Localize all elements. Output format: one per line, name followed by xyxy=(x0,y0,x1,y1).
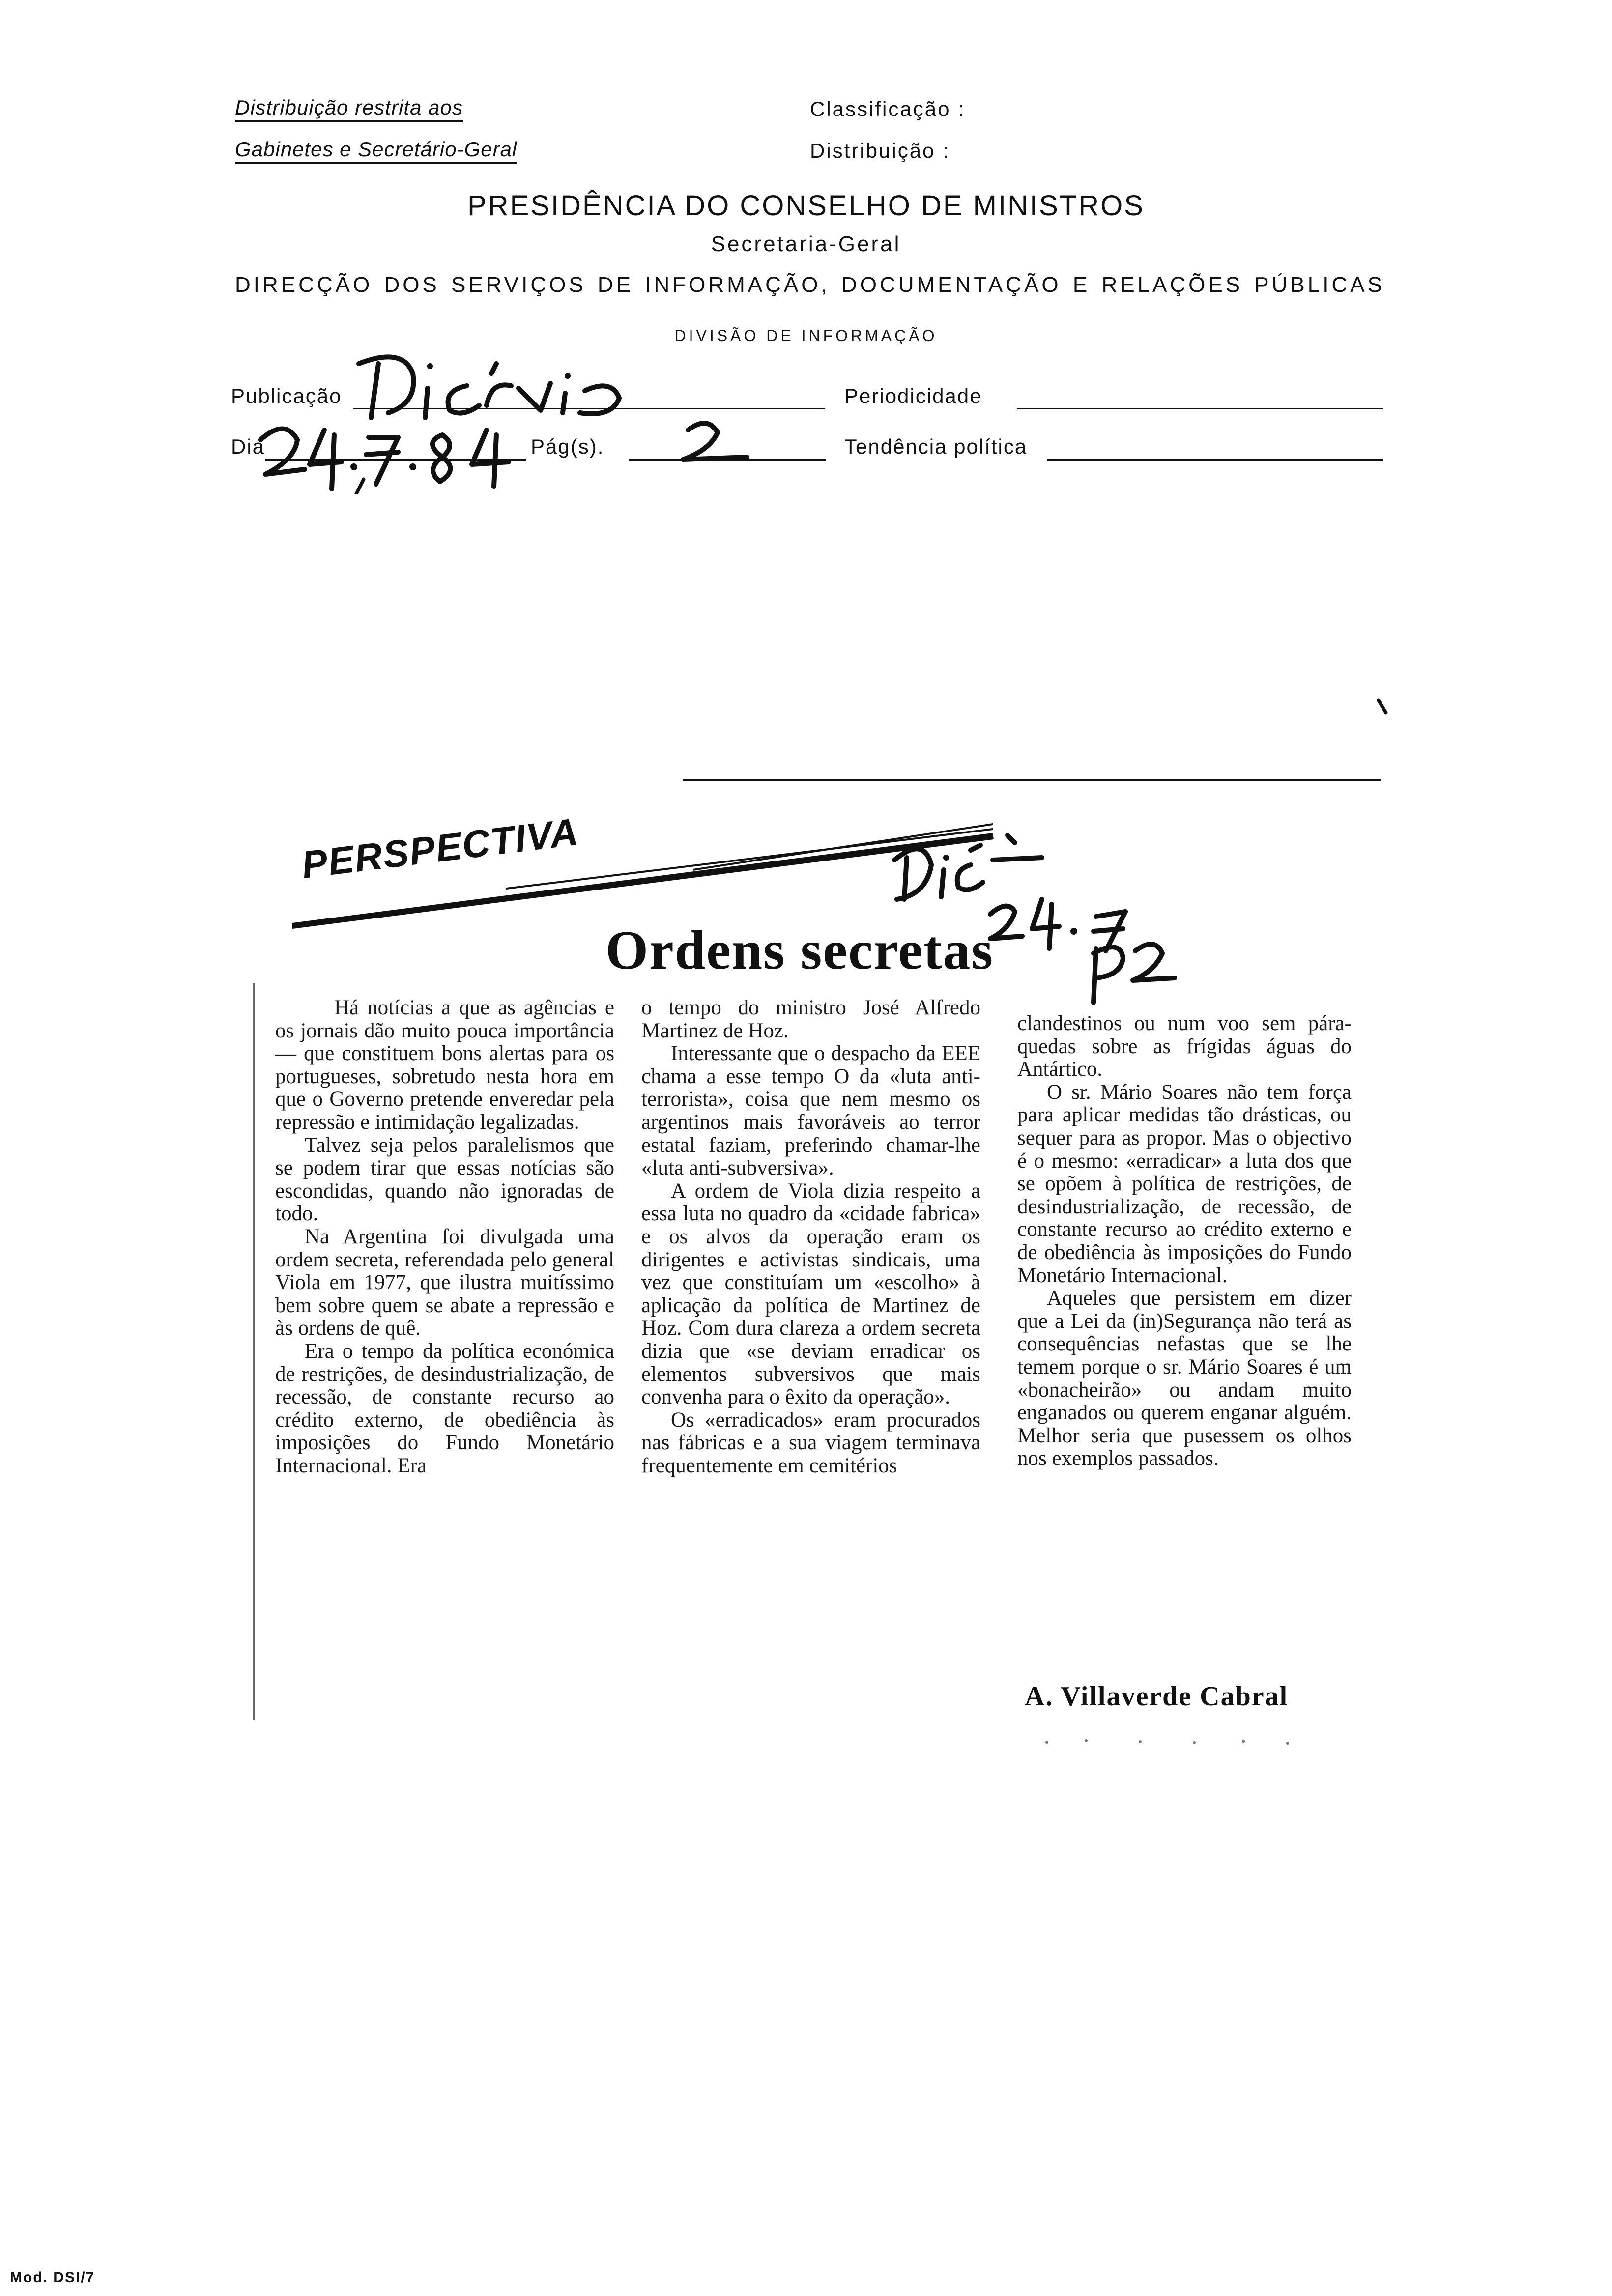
secretariat-subtitle: Secretaria-Geral xyxy=(711,232,901,256)
pags-label: Pág(s). xyxy=(531,435,604,458)
dia-label: Dia xyxy=(231,435,265,458)
distribuicao-label: Distribuição : xyxy=(810,139,950,162)
periodicidade-label: Periodicidade xyxy=(844,384,982,407)
restriction-line-1: Distribuição restrita aos xyxy=(235,96,463,122)
paragraph: Na Argentina foi divulgada uma ordem secreta, referendada pelo general Viola em 1977, que ilustra muitíssimo bem sobre quem se abate a repressão e às ordens de quê. xyxy=(275,1225,614,1340)
article-column-1 xyxy=(275,997,614,1477)
paragraph: Interessante que o despacho da EEE chama a esse tempo O da «luta anti-terrorista», coisa que nem mesmo os argentinos mais favoráveis ao terror estatal faziam, preferindo chamar-lhe «luta anti-subversiva». xyxy=(641,1042,980,1180)
paragraph: clandestinos ou num voo sem pára-quedas sobre as frígidas águas do Antártico. xyxy=(1017,1012,1352,1081)
article-headline: Ordens secretas xyxy=(605,920,994,981)
article-author: A. Villaverde Cabral xyxy=(1025,1681,1289,1712)
directorate-word: SERVIÇOS xyxy=(451,273,586,297)
periodicidade-underline xyxy=(1017,408,1383,409)
tendencia-label: Tendência política xyxy=(844,435,1028,458)
restriction-line-2: Gabinetes e Secretário-Geral xyxy=(235,138,517,164)
margin-mark xyxy=(1376,698,1391,718)
directorate-word: DE xyxy=(597,273,634,297)
directorate-word: DOCUMENTAÇÃO xyxy=(841,273,1062,297)
classificacao-label: Classificação : xyxy=(810,97,965,120)
form-code: Mod. DSI/7 xyxy=(10,2269,95,2286)
directorate-word: DIRECÇÃO xyxy=(235,273,373,297)
paragraph: Aqueles que persistem em dizer que a Lei da (in)Segurança não terá as consequências nefastas que se lhe temem porque o sr. Mário Soares é um «bonacheirão» ou andam muito enganados ou querem enganar alguém. Melhor seria que pusessem os olhos nos exemplos passados. xyxy=(1017,1287,1352,1470)
left-margin-rule xyxy=(253,983,255,1720)
paragraph: Era o tempo da política económica de restrições, de desindustrialização, de recessão, de constante recurso ao crédito externo, de obediência às imposições do Fundo Monetário Internacional. Era xyxy=(275,1339,614,1477)
scan-specks xyxy=(1032,1735,1327,1750)
pags-handwritten-value xyxy=(663,415,762,469)
division-label: DIVISÃO DE INFORMAÇÃO xyxy=(674,327,938,344)
article-column-3 xyxy=(1017,1012,1352,1470)
tendencia-underline xyxy=(1047,459,1383,461)
publicacao-label: Publicação xyxy=(231,384,342,407)
directorate-word: INFORMAÇÃO, xyxy=(645,273,830,297)
paragraph: A ordem de Viola dizia respeito a essa luta no quadro da «cidade fabrica» e os alvos da operação eram os dirigentes e activistas sindicais, uma vez que constituíam um «escolho» à aplicação da política de Martinez de Hoz. Com dura clareza a ordem secreta dizia que «se deviam erradicar os elementos subversivos que mais convenha para o êxito da operação». xyxy=(641,1179,980,1409)
directorate-word: E xyxy=(1072,273,1091,297)
directorate-word: PÚBLICAS xyxy=(1254,273,1385,297)
directorate-line xyxy=(235,273,1385,297)
section-label: PERSPECTIVA xyxy=(299,809,581,887)
article-column-2 xyxy=(641,997,980,1477)
institution-title: PRESIDÊNCIA DO CONSELHO DE MINISTROS xyxy=(467,190,1145,222)
paragraph: O sr. Mário Soares não tem força para aplicar medidas tão drásticas, ou sequer para as propor. Mas o objectivo é o mesmo: «erradicar» a luta dos que se opõem à política de restrições, de desindustrialização, de recessão, de constante recurso ao crédito externo e de obediência às imposições do Fundo Monetário Internacional. xyxy=(1017,1080,1352,1287)
directorate-word: RELAÇÕES xyxy=(1101,273,1243,297)
paragraph: Os «erradicados» eram procurados nas fábricas e a sua viagem terminava frequentemente em cemitérios xyxy=(641,1408,980,1477)
paragraph: Há notícias a que as agências e os jornais dão muito pouca importância — que constituem bons alertas para os portugueses, sobretudo nesta hora em que o Governo pretende enveredar pela repressão e intimidação legalizadas. xyxy=(275,996,614,1134)
handwritten-page-ref xyxy=(1081,929,1194,1012)
directorate-word: DOS xyxy=(384,273,440,297)
dia-handwritten-value xyxy=(251,415,536,494)
paragraph: o tempo do ministro José Alfredo Martinez de Hoz. xyxy=(641,996,980,1042)
paragraph: Talvez seja pelos paralelismos que se podem tirar que essas notícias são escondidas, quando não ignoradas de todo. xyxy=(275,1133,614,1226)
clipping-top-rule xyxy=(683,779,1381,781)
